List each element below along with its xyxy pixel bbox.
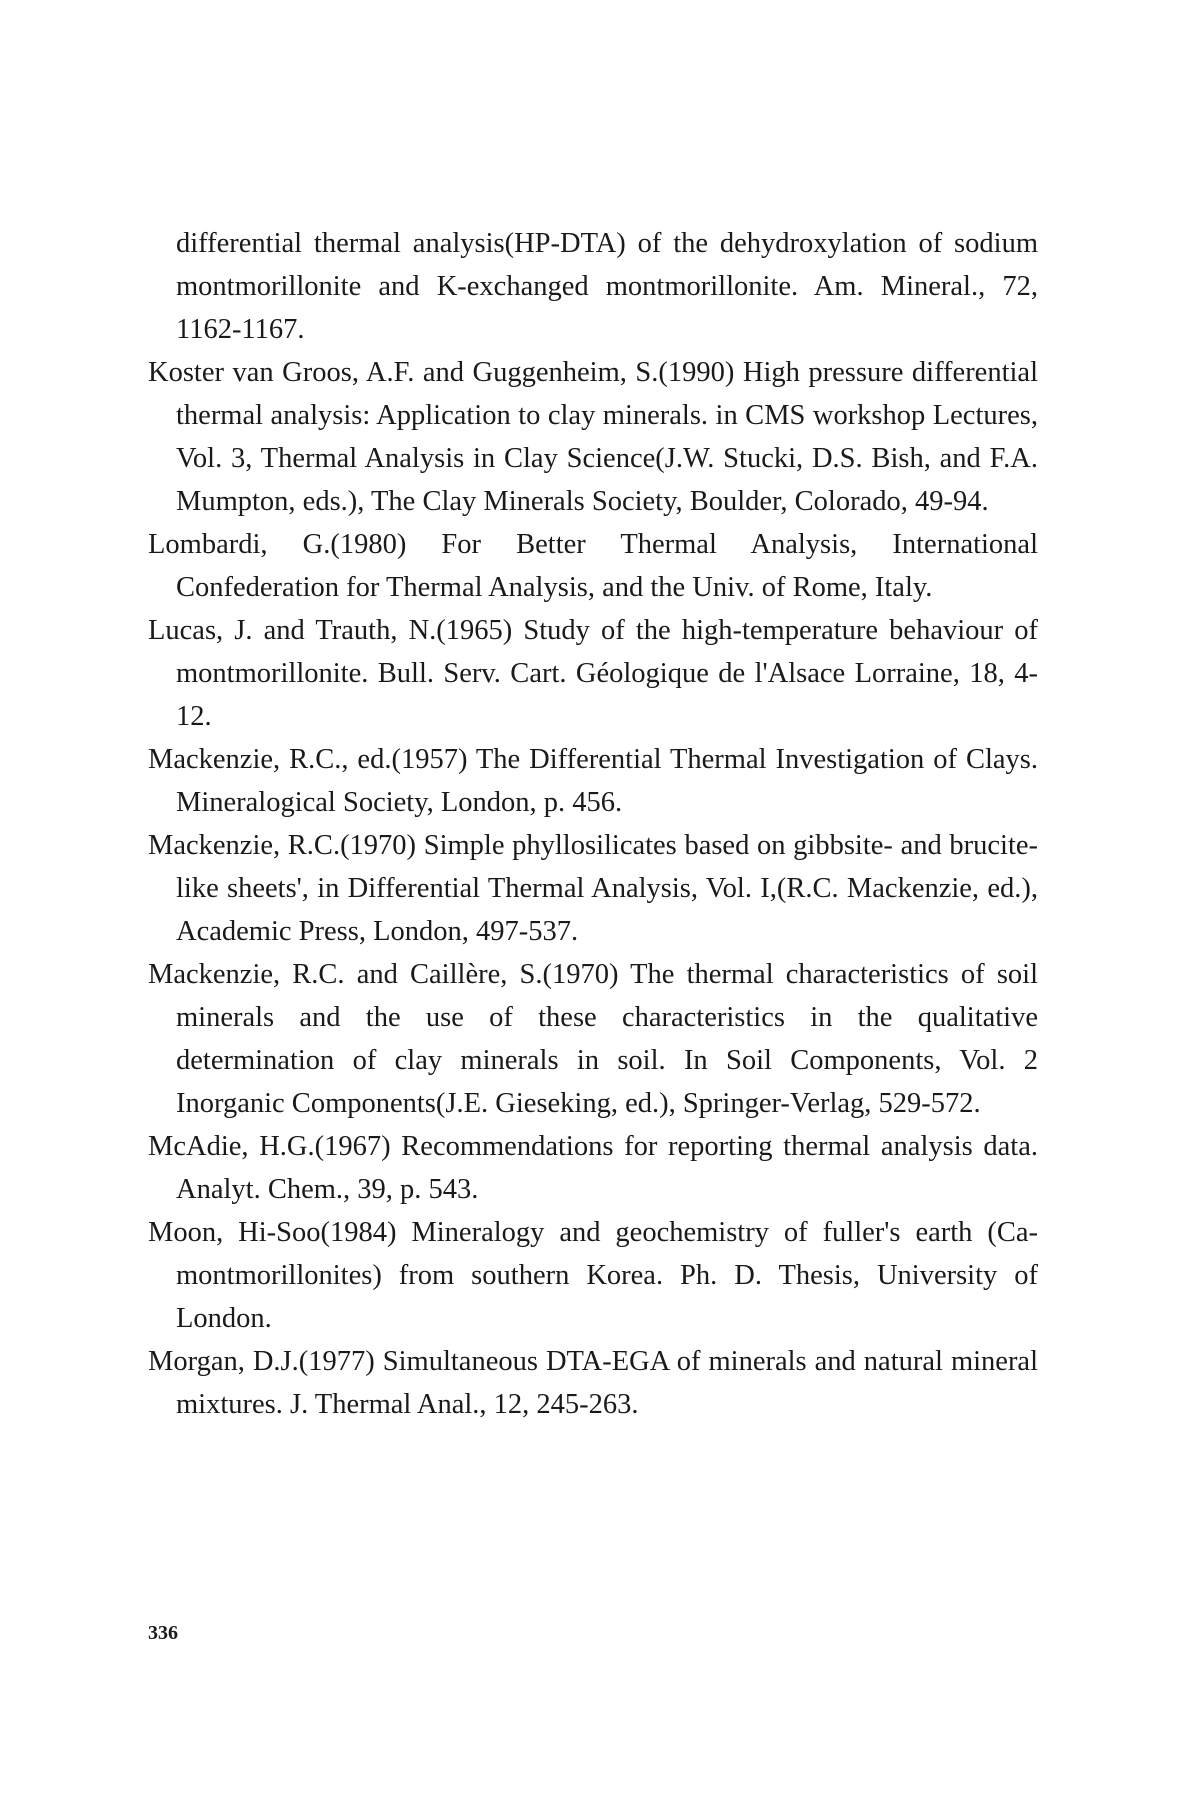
page-number: 336 bbox=[148, 1622, 178, 1644]
reference-entry: Mackenzie, R.C. and Caillère, S.(1970) The thermal characteristics of soil minerals and the use of these characteristics in the qualitative determination of clay minerals in soil. In Soil Components, Vol. 2 Inorganic Components(J.E. Gieseking, ed.), Springer-Verlag, 529-572. bbox=[148, 959, 1038, 1119]
reference-entry: Mackenzie, R.C., ed.(1957) The Differential Thermal Investigation of Clays. Mineralogical Society, London, p. 456. bbox=[148, 744, 1038, 818]
reference-entry: McAdie, H.G.(1967) Recommendations for reporting thermal analysis data. Analyt. Chem., 39, p. 543. bbox=[148, 1131, 1038, 1205]
reference-entry: Lucas, J. and Trauth, N.(1965) Study of the high-temperature behaviour of montmorillonite. Bull. Serv. Cart. Géologique de l'Alsace Lorraine, 18, 4-12. bbox=[148, 615, 1038, 732]
reference-entry: Mackenzie, R.C.(1970) Simple phyllosilicates based on gibbsite- and brucite-like sheets', in Differential Thermal Analysis, Vol. I,(R.C. Mackenzie, ed.), Academic Press, London, 497-537. bbox=[148, 830, 1038, 947]
reference-entry: Morgan, D.J.(1977) Simultaneous DTA-EGA of minerals and natural mineral mixtures. J. Thermal Anal., 12, 245-263. bbox=[148, 1346, 1038, 1420]
reference-entry: differential thermal analysis(HP-DTA) of the dehydroxylation of sodium montmorillonite and K-exchanged montmorillonite. Am. Mineral., 72, 1162-1167. bbox=[176, 228, 1038, 345]
reference-entry: Moon, Hi-Soo(1984) Mineralogy and geochemistry of fuller's earth (Ca-montmorillonites) from southern Korea. Ph. D. Thesis, University of London. bbox=[148, 1217, 1038, 1334]
reference-entry: Lombardi, G.(1980) For Better Thermal Analysis, International Confederation for Thermal Analysis, and the Univ. of Rome, Italy. bbox=[148, 529, 1038, 603]
reference-entry: Koster van Groos, A.F. and Guggenheim, S.(1990) High pressure differential thermal analysis: Application to clay minerals. in CMS workshop Lectures, Vol. 3, Thermal Analysis in Clay Science(J.W. Stucki, D.S. Bish, and F.A. Mumpton, eds.), The Clay Minerals Society, Boulder, Colorado, 49-94. bbox=[148, 357, 1038, 517]
reference-list bbox=[148, 222, 1038, 1426]
